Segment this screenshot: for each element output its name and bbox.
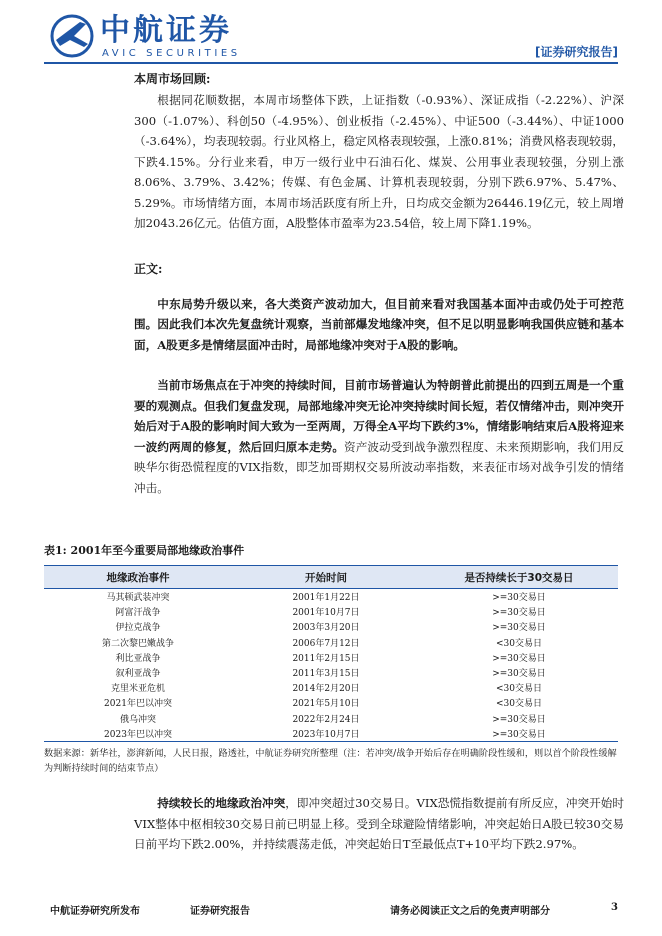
event-name-cell: 第二次黎巴嫩战争: [101, 638, 174, 649]
main-content: [134, 64, 624, 498]
page-footer: [44, 902, 618, 918]
table-row: [44, 635, 618, 650]
table-title: 表1: 2001年至今重要局部地缘政治事件: [44, 544, 245, 557]
table-row: [44, 695, 618, 710]
brand-name-cn: 中航证券: [100, 13, 232, 48]
start-date-cell: 2001年1月22日: [292, 593, 360, 604]
main-text-title: 正文:: [134, 261, 163, 276]
start-date-cell: 2014年2月20日: [292, 684, 360, 695]
brand-name-en: AVIC SECURITIES: [102, 48, 241, 59]
table-row: [44, 650, 618, 665]
event-name-cell: 伊拉克战争: [115, 623, 161, 634]
main-paragraph-1: 中东局势升级以来，各大类资产波动加大，但目前来看对我国基本面冲击或仍处于可控范围。因此我们本次先复盘统计观察，当前部爆发地缘冲突，但不足以明显影响我国供应链和基本面，A股更多是情绪层面冲击时，局部地缘冲突对于A股的影响。: [134, 296, 624, 352]
event-name-cell: 马其顿武装冲突: [106, 593, 170, 604]
start-date-cell: 2001年10月7日: [292, 608, 360, 619]
column-header-duration: 是否持续长于30交易日: [420, 566, 618, 589]
duration-cell: <30交易日: [496, 699, 542, 710]
event-name-cell: 2021年巴以冲突: [104, 699, 172, 710]
main-paragraph-2-rest: 资产波动受到战争激烈程度、未来预期影响，我们用反映华尔街恐慌程度的VIX指数，即芝加哥期权交易所波动率指数，来表征市场对战争引发的情绪冲击。: [134, 439, 624, 495]
footer-disclaimer: 请务必阅读正文之后的免责声明部分: [390, 906, 550, 917]
footer-publisher: 中航证券研究所发布: [50, 906, 140, 917]
report-type-tag: [证券研究报告]: [535, 45, 618, 59]
market-review-paragraph: 根据同花顺数据，本周市场整体下跌，上证指数（-0.93%）、深证成指（-2.22%）、沪深300（-1.07%）、科创50（-4.95%）、创业板指（-2.45%）、中证500（-3.44%）、中证1000（-3.64%），均表现较弱。行业风格上，稳定风格表现较强，上涨0.81%；消费风格表现较弱，下跌4.15%。分行业来看，申万一级行业中石油石化、煤炭、公用事业表现较强，分别上涨8.06%、3.79%、3.42%；传媒、有色金属、计算机表现较弱，分别下跌6.97%、5.47%、5.29%。市场情绪方面，本周市场活跃度有所上升，日均成交金额为26446.19亿元，较上周增加2043.26亿元。估值方面，A股整体市盈率为23.54倍，较上周下降1.19%。: [134, 93, 624, 230]
start-date-cell: 2011年2月15日: [292, 653, 360, 664]
start-date-cell: 2022年2月24日: [292, 714, 360, 725]
events-table-section: [44, 543, 618, 776]
duration-cell: <30交易日: [496, 638, 542, 649]
duration-cell: >=30交易日: [492, 623, 546, 634]
footer-doc-type: 证券研究报告: [190, 906, 250, 917]
table-row: [44, 680, 618, 695]
duration-cell: >=30交易日: [492, 714, 546, 725]
avic-logo-icon: [50, 14, 94, 58]
market-review-title: 本周市场回顾:: [134, 72, 211, 86]
main-paragraph-2-bold: 当前市场焦点在于冲突的持续时间，目前市场普遍认为特朗普此前提出的四到五周是一个重要的观测点。但我们复盘发现，局部地缘冲突无论冲突持续时间长短，若仅情绪冲击，则冲突开始后对于A股的影响时间大致为一至两周，万得全A平均下跌约3%，情绪影响结束后A股将迎来一波约两周的修复，然后回归原本走势。: [134, 378, 624, 454]
closing-section: [134, 793, 624, 855]
table-row: [44, 589, 618, 605]
start-date-cell: 2006年7月12日: [292, 638, 360, 649]
start-date-cell: 2023年10月7日: [292, 729, 360, 740]
closing-paragraph: [134, 793, 624, 855]
duration-cell: >=30交易日: [492, 729, 546, 740]
table-row: [44, 711, 618, 726]
duration-cell: >=30交易日: [492, 653, 546, 664]
duration-cell: >=30交易日: [492, 593, 546, 604]
table-header-row: [44, 566, 618, 589]
table-row: [44, 604, 618, 619]
start-date-cell: 2011年3月15日: [292, 669, 360, 680]
logo-text: AVIC: [65, 47, 79, 54]
event-name-cell: 2023年巴以冲突: [104, 729, 172, 740]
duration-cell: >=30交易日: [492, 669, 546, 680]
event-name-cell: 克里米亚危机: [110, 684, 165, 695]
start-date-cell: 2021年5月10日: [292, 699, 360, 710]
start-date-cell: 2003年3月20日: [292, 623, 360, 634]
event-name-cell: 利比亚战争: [115, 653, 161, 664]
event-name-cell: 叙利亚战争: [115, 669, 161, 680]
table-row: [44, 665, 618, 680]
event-name-cell: 俄乌冲突: [119, 714, 156, 725]
event-name-cell: 阿富汗战争: [115, 608, 161, 619]
column-header-event: 地缘政治事件: [44, 566, 232, 589]
page-header: [0, 0, 662, 66]
closing-bold-lead: 持续较长的地缘政治冲突: [157, 796, 286, 810]
table-source-note: 数据来源：新华社，澎湃新闻，人民日报，路透社，中航证券研究所整理（注：若冲突/战争开始后存在明确阶段性缓和，则以首个阶段性缓解为判断持续时间的结束节点）: [44, 747, 617, 774]
main-paragraph-2: [134, 375, 624, 498]
table-row: [44, 726, 618, 742]
page-number: 3: [611, 902, 618, 913]
duration-cell: >=30交易日: [492, 608, 546, 619]
events-table: [44, 565, 618, 742]
duration-cell: <30交易日: [496, 684, 542, 695]
column-header-start-date: 开始时间: [232, 566, 420, 589]
table-row: [44, 619, 618, 634]
closing-text: ，即冲突超过30交易日。VIX恐慌指数提前有所反应，冲突开始时VIX整体中枢相较30交易日前已明显上移。受到全球避险情绪影响，冲突起始日A股已较30交易日前平均下跌2.00%，并持续震荡走低，冲突起始日T至最低点T+10平均下跌2.97%。: [134, 796, 624, 851]
